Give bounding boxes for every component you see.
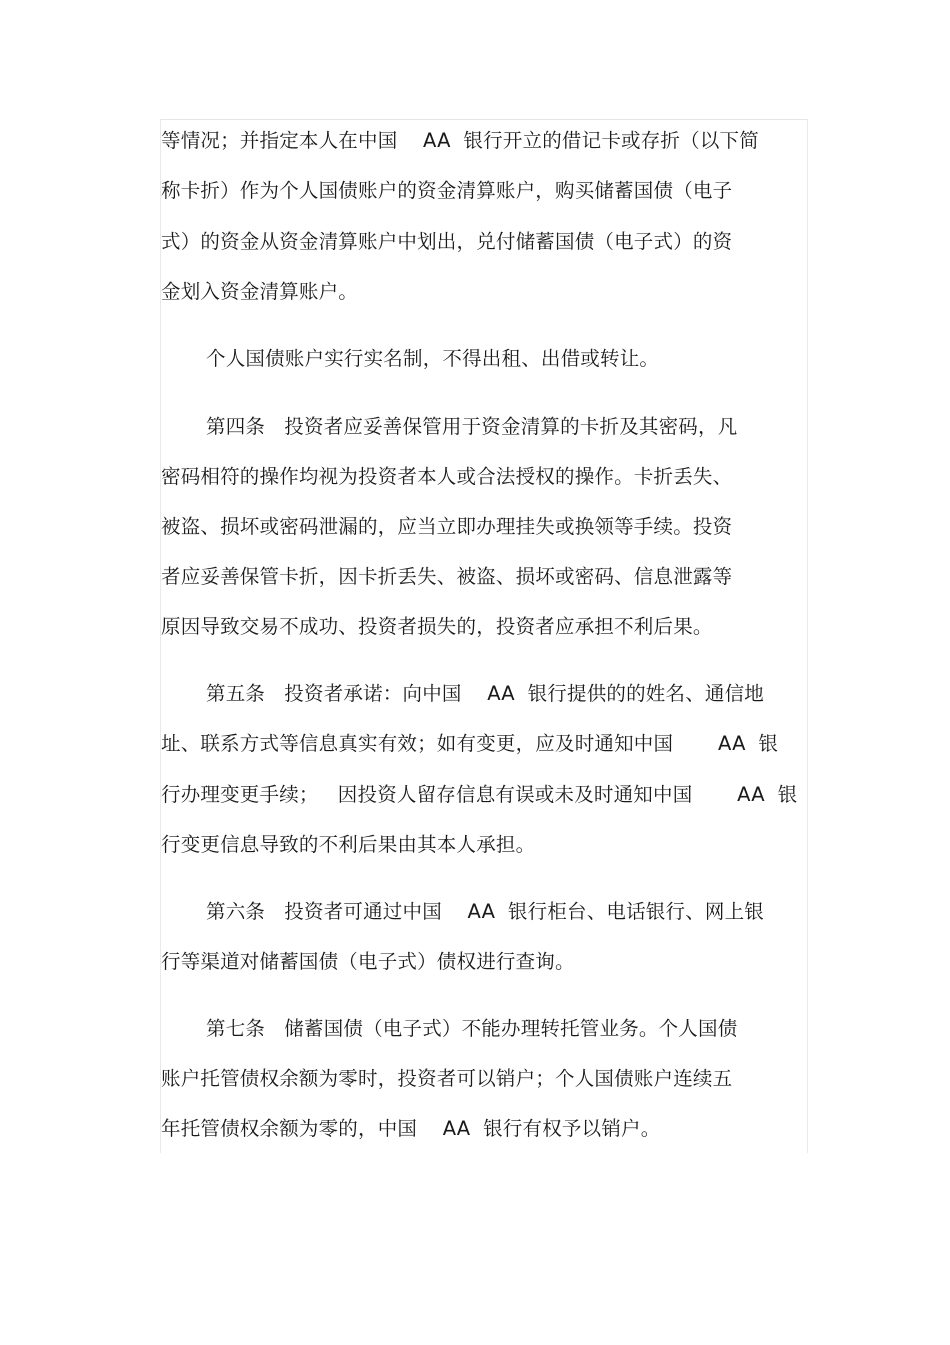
text-line: 被盗、损坏或密码泄漏的，应当立即办理挂失或换领等手续。投资 (161, 515, 733, 538)
text-line: 密码相符的操作均视为投资者本人或合法授权的操作。卡折丢失、 (161, 465, 733, 488)
page-border-right (807, 119, 808, 1153)
paragraph-line: 个人国债账户实行实名制，不得出租、出借或转让。 (206, 347, 660, 370)
text-line: 账户托管债权余额为零时，投资者可以销户；个人国债账户连续五 (161, 1067, 733, 1090)
page-border-top (160, 119, 808, 120)
text-line: 行变更信息导致的不利后果由其本人承担。 (161, 833, 536, 856)
text-line: 行办理变更手续； 因投资人留存信息有误或未及时通知中国 AA 银 (161, 783, 798, 806)
text-line: 称卡折）作为个人国债账户的资金清算账户，购买储蓄国债（电子 (161, 179, 733, 202)
text-line: 等情况；并指定本人在中国 AA 银行开立的借记卡或存折（以下简 (161, 129, 759, 152)
text-line: 金划入资金清算账户。 (161, 280, 359, 303)
article-7-heading-line: 第七条 储蓄国债（电子式）不能办理转托管业务。个人国债 (206, 1017, 738, 1040)
article-5-heading-line: 第五条 投资者承诺：向中国 AA 银行提供的的姓名、通信地 (206, 682, 765, 705)
text-line: 者应妥善保管卡折，因卡折丢失、被盗、损坏或密码、信息泄露等 (161, 565, 733, 588)
text-line: 址、联系方式等信息真实有效；如有变更，应及时通知中国 AA 银 (161, 732, 779, 755)
text-line: 式）的资金从资金清算账户中划出，兑付储蓄国债（电子式）的资 (161, 230, 733, 253)
text-line: 年托管债权余额为零的，中国 AA 银行有权予以销户。 (161, 1117, 661, 1140)
article-6-heading-line: 第六条 投资者可通过中国 AA 银行柜台、电话银行、网上银 (206, 900, 765, 923)
text-line: 原因导致交易不成功、投资者损失的，投资者应承担不利后果。 (161, 615, 713, 638)
article-4-heading-line: 第四条 投资者应妥善保管用于资金清算的卡折及其密码，凡 (206, 415, 738, 438)
text-line: 行等渠道对储蓄国债（电子式）债权进行查询。 (161, 950, 575, 973)
